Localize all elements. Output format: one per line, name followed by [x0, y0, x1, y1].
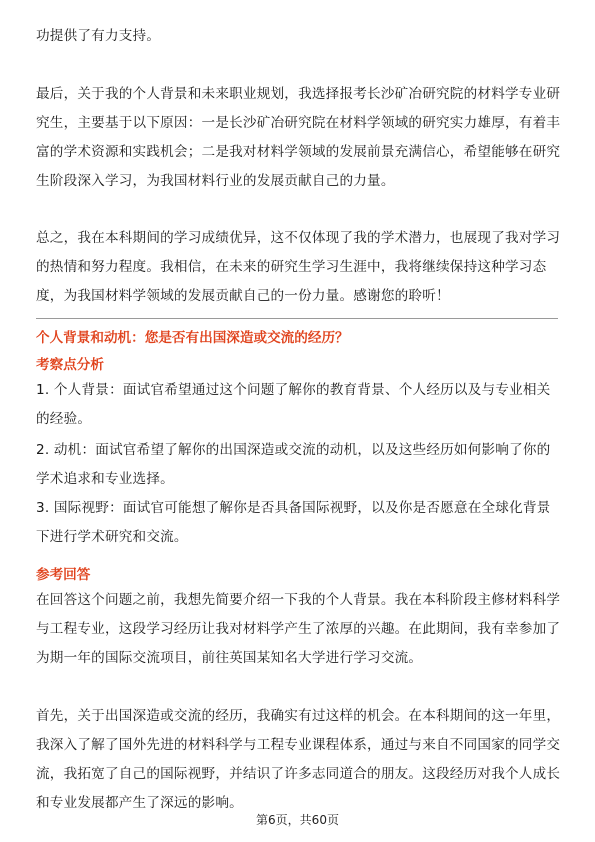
paragraph-continuation: 功提供了有力支持。 [36, 28, 161, 44]
answer-heading: 参考回答 [36, 567, 91, 583]
answer-paragraph-1: 在回答这个问题之前，我想先简要介绍一下我的个人背景。我在本科阶段主修材料科学与工程专业，这段学习经历让我对材料学产生了浓厚的兴趣。在此期间，我有幸参加了为期一年的国际交流项目，前往英国某知名大学进行学习交流。 [36, 592, 561, 666]
page-footer: 第6页，共60页 [256, 813, 339, 827]
analysis-item-1: 1. 个人背景：面试官希望通过这个问题了解你的教育背景、个人经历以及与专业相关的经验。 [36, 382, 551, 427]
answer-paragraph-2: 首先，关于出国深造或交流的经历，我确实有过这样的机会。在本科期间的这一年里，我深入了解了国外先进的材料科学与工程专业课程体系，通过与来自不同国家的同学交流，我拓宽了自己的国际视野，并结识了许多志同道合的朋友。这段经历对我个人成长和专业发展都产生了深远的影响。 [36, 708, 561, 811]
question-heading: 个人背景和动机：您是否有出国深造或交流的经历？ [36, 330, 349, 346]
paragraph-summary: 总之，我在本科期间的学习成绩优异，这不仅体现了我的学术潜力，也展现了我对学习的热情和努力程度。我相信，在未来的研究生学习生涯中，我将继续保持这种学习态度，为我国材料学领域的发展贡献自己的一份力量。感谢您的聆听！ [36, 230, 561, 304]
analysis-item-2: 2. 动机：面试官希望了解你的出国深造或交流的动机，以及这些经历如何影响了你的学术追求和专业选择。 [36, 442, 551, 487]
analysis-item-3: 3. 国际视野：面试官可能想了解你是否具备国际视野，以及你是否愿意在全球化背景下进行学术研究和交流。 [36, 500, 551, 545]
analysis-heading: 考察点分析 [36, 357, 104, 373]
paragraph-career-plan: 最后，关于我的个人背景和未来职业规划，我选择报考长沙矿冶研究院的材料学专业研究生，主要基于以下原因：一是长沙矿冶研究院在材料学领域的研究实力雄厚，有着丰富的学术资源和实践机会；二是我对材料学领域的发展前景充满信心，希望能够在研究生阶段深入学习，为我国材料行业的发展贡献自己的力量。 [36, 86, 561, 189]
section-divider [36, 318, 558, 319]
